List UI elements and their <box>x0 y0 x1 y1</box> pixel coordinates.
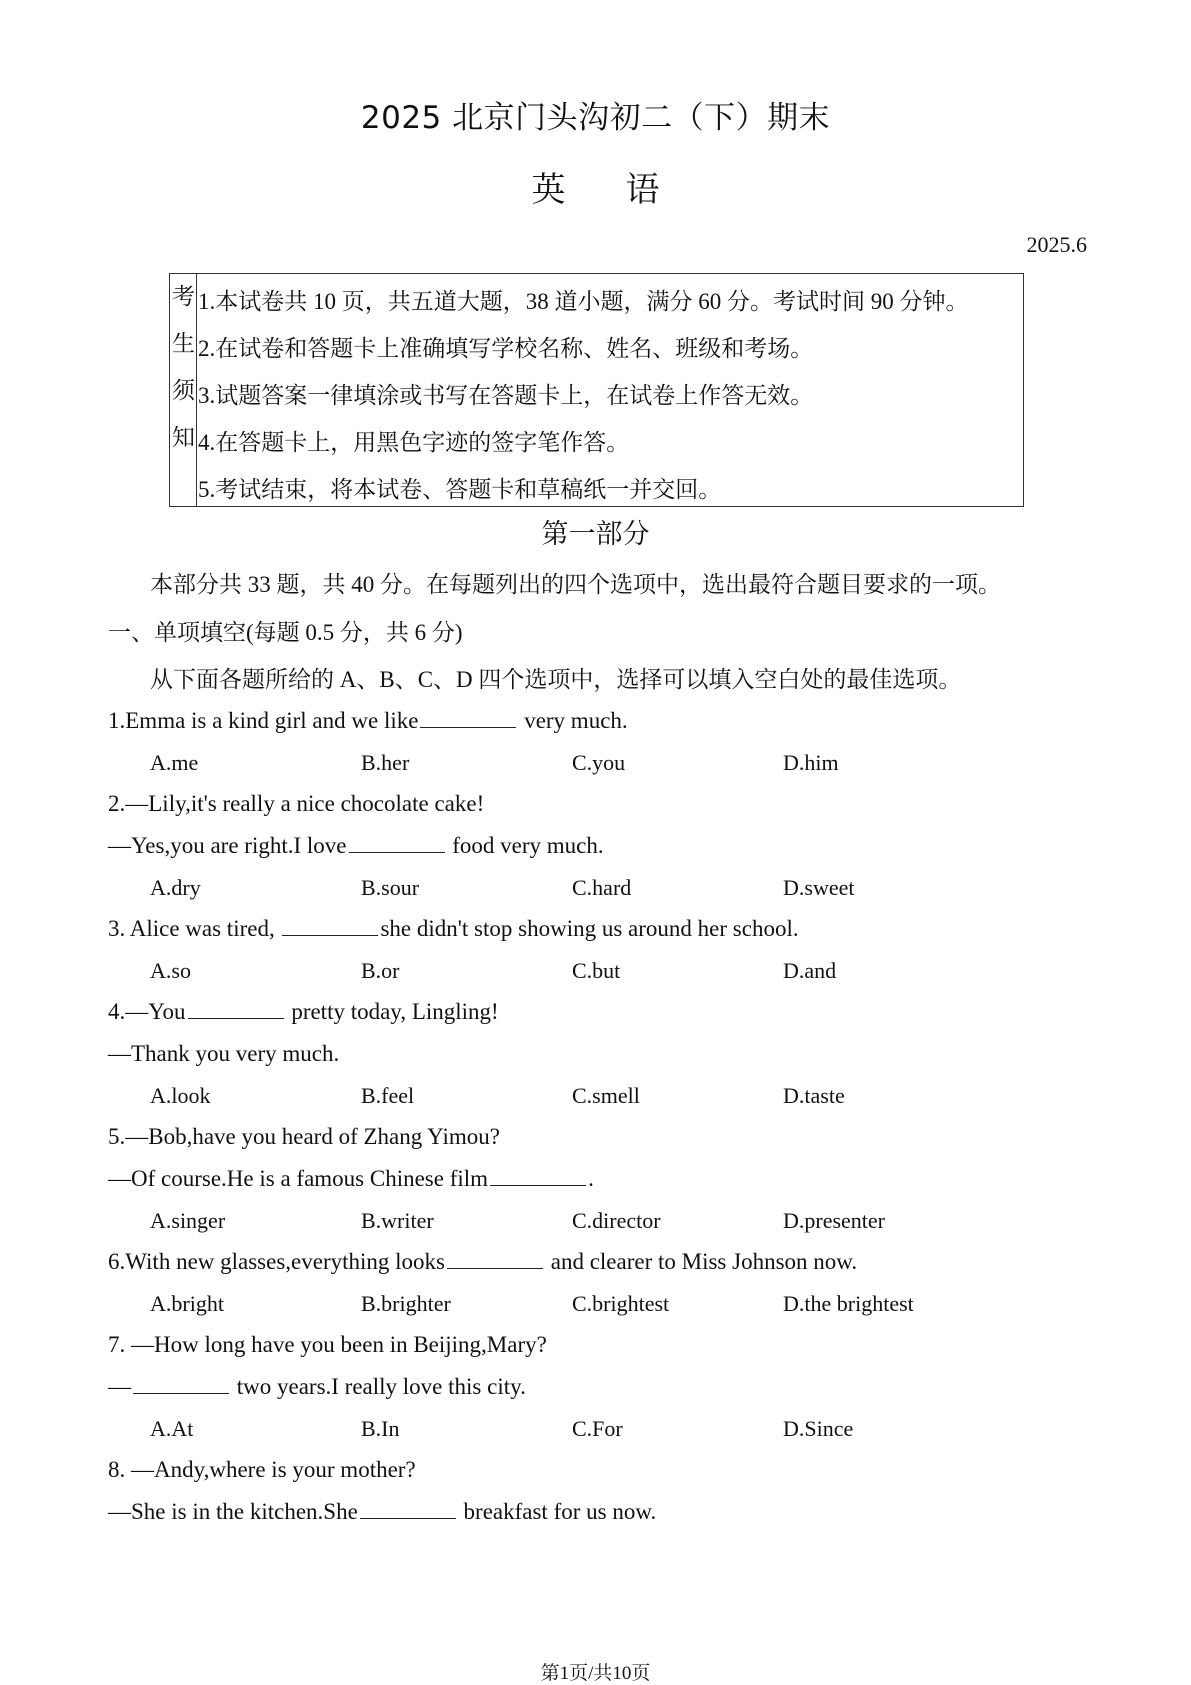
option-b: B.In <box>361 1416 400 1441</box>
question-8-reply: —She is in the kitchen.She breakfast for us now. <box>108 1499 657 1524</box>
notice-item: 4.在答题卡上，用黑色字迹的签字笔作答。 <box>198 430 630 455</box>
section-instruction: 从下面各题所给的 A、B、C、D 四个选项中，选择可以填入空白处的最佳选项。 <box>150 667 962 692</box>
answer-blank <box>360 1500 456 1519</box>
part-intro: 本部分共 33 题，共 40 分。在每题列出的四个选项中，选出最符合题目要求的一项。 <box>150 572 1001 597</box>
option-d: D.presenter <box>783 1208 886 1233</box>
notice-item: 5.考试结束，将本试卷、答题卡和草稿纸一并交回。 <box>198 477 722 502</box>
option-b: B.her <box>361 750 410 775</box>
option-a: A.bright <box>150 1291 224 1316</box>
option-a: A.me <box>150 750 199 775</box>
question-7-reply: — two years.I really love this city. <box>108 1374 526 1399</box>
subject-char: 语 <box>625 170 660 210</box>
option-d: D.taste <box>783 1083 845 1108</box>
option-b: B.or <box>361 958 400 983</box>
option-b: B.brighter <box>361 1291 451 1316</box>
question-5-reply: —Of course.He is a famous Chinese film . <box>108 1166 594 1191</box>
notice-item: 1.本试卷共 10 页，共五道大题，38 道小题，满分 60 分。考试时间 90 分钟。 <box>198 289 969 314</box>
subject-char: 英 <box>531 170 566 210</box>
exam-title: 2025 北京门头沟初二（下）期末 <box>360 100 831 136</box>
notice-item: 2.在试卷和答题卡上准确填写学校名称、姓名、班级和考场。 <box>198 336 814 361</box>
option-a: A.look <box>150 1083 211 1108</box>
question-2-reply: —Yes,you are right.I love food very much. <box>108 833 604 858</box>
question-4: 4.—You pretty today, Lingling! <box>108 999 499 1024</box>
notice-label-char: 知 <box>172 425 195 450</box>
option-d: D.and <box>783 958 837 983</box>
option-c: C.For <box>572 1416 623 1441</box>
option-d: D.sweet <box>783 875 855 900</box>
notice-label-char: 生 <box>172 331 195 356</box>
option-a: A.dry <box>150 875 201 900</box>
option-a: A.so <box>150 958 191 983</box>
question-1: 1.Emma is a kind girl and we like very much. <box>108 708 628 733</box>
answer-blank <box>188 1000 284 1019</box>
option-c: C.brightest <box>572 1291 670 1316</box>
option-d: D.him <box>783 750 839 775</box>
answer-blank <box>490 1167 586 1186</box>
option-c: C.director <box>572 1208 661 1233</box>
answer-blank <box>447 1250 543 1269</box>
question-8: 8. —Andy,where is your mother? <box>108 1457 416 1482</box>
option-d: D.the brightest <box>783 1291 914 1316</box>
answer-blank <box>133 1375 229 1394</box>
option-d: D.Since <box>783 1416 854 1441</box>
exam-date: 2025.6 <box>1026 232 1087 257</box>
answer-blank <box>420 709 516 728</box>
question-3: 3. Alice was tired, she didn't stop showing us around her school. <box>108 916 799 941</box>
notice-item: 3.试题答案一律填涂或书写在答题卡上，在试卷上作答无效。 <box>198 383 814 408</box>
page-number: 第1页/共10页 <box>540 1663 651 1684</box>
question-5: 5.—Bob,have you heard of Zhang Yimou? <box>108 1124 500 1149</box>
option-a: A.At <box>150 1416 194 1441</box>
option-c: C.smell <box>572 1083 640 1108</box>
answer-blank <box>349 834 445 853</box>
option-c: C.you <box>572 750 626 775</box>
option-b: B.feel <box>361 1083 415 1108</box>
notice-label <box>170 274 197 506</box>
option-a: A.singer <box>150 1208 226 1233</box>
answer-blank <box>282 917 378 936</box>
question-4-reply: —Thank you very much. <box>108 1041 340 1066</box>
subject-title <box>0 162 1191 211</box>
option-c: C.hard <box>572 875 632 900</box>
section-title: 一、单项填空(每题 0.5 分，共 6 分) <box>108 620 463 645</box>
option-b: B.sour <box>361 875 420 900</box>
notice-label-char: 考 <box>172 284 195 309</box>
option-c: C.but <box>572 958 621 983</box>
question-6: 6.With new glasses,everything looks and clearer to Miss Johnson now. <box>108 1249 858 1274</box>
question-7: 7. —How long have you been in Beijing,Mary? <box>108 1332 547 1357</box>
option-b: B.writer <box>361 1208 434 1233</box>
notice-label-char: 须 <box>172 378 195 403</box>
part-title: 第一部分 <box>541 519 650 549</box>
exam-notice-box <box>169 273 1024 507</box>
question-2: 2.—Lily,it's really a nice chocolate cake! <box>108 791 485 816</box>
